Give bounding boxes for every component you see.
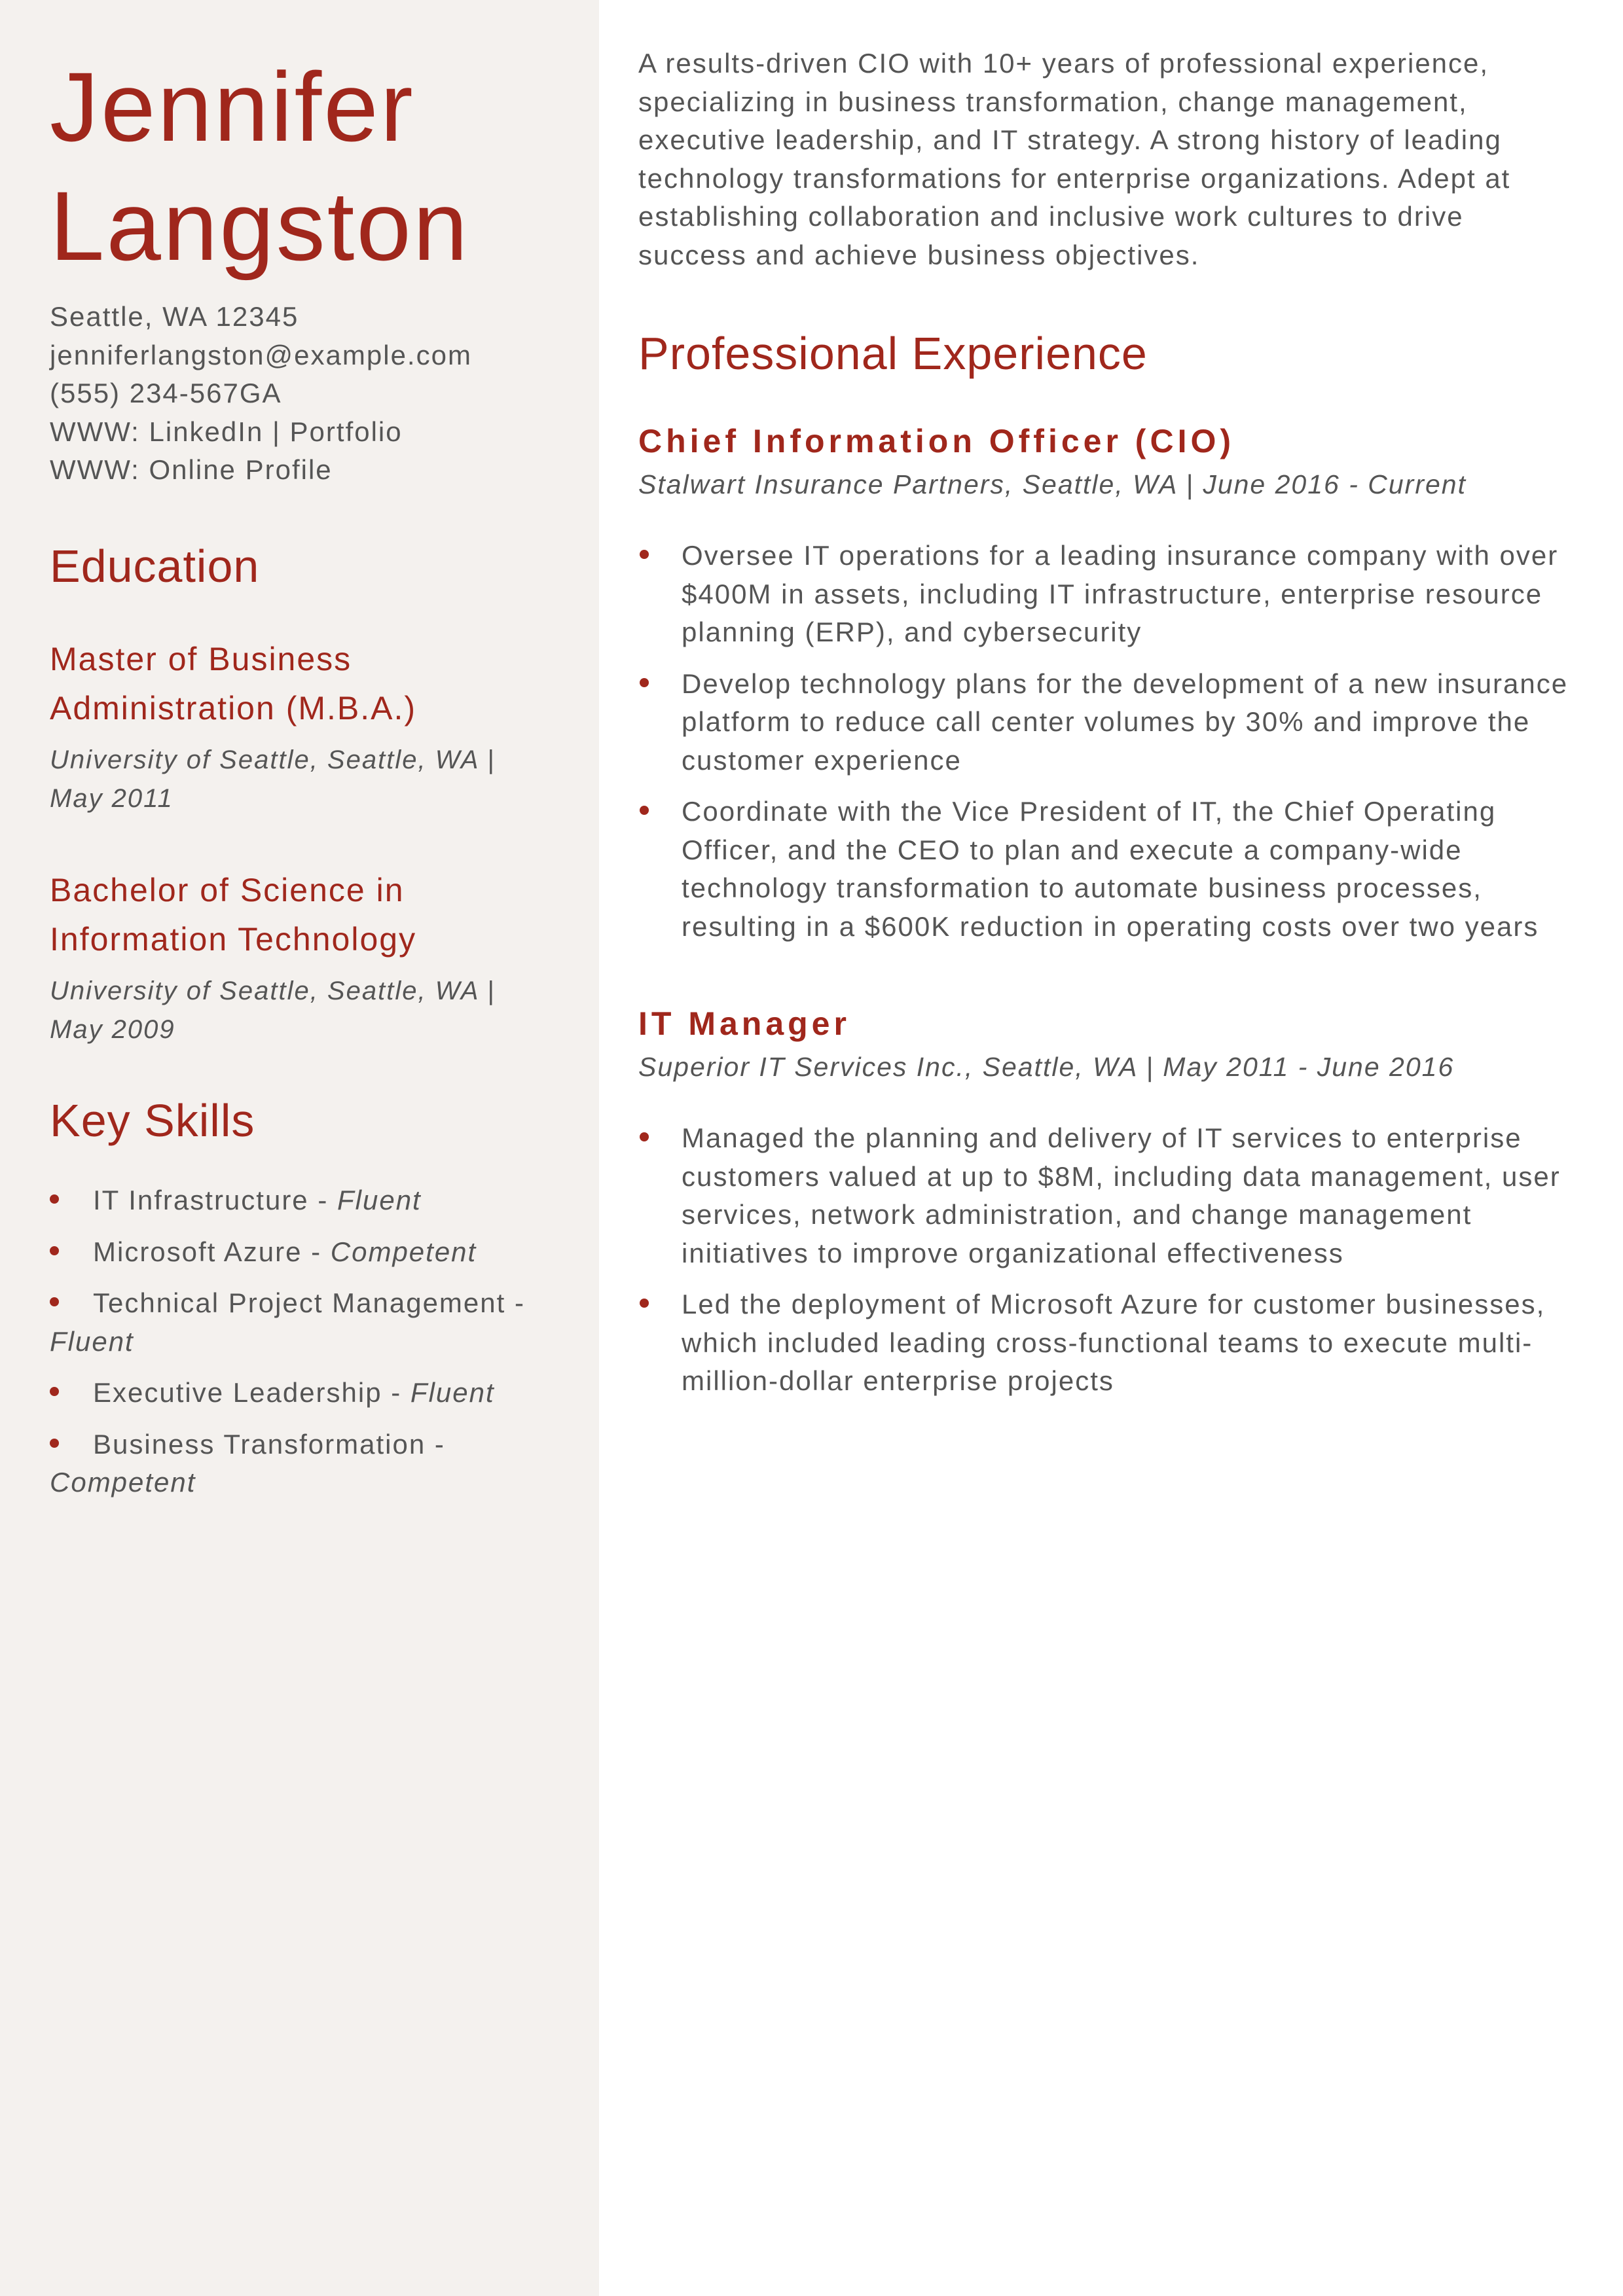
job-bullet-text: Develop technology plans for the development of a new insurance platform to reduce call center volumes by 30% and improve the customer experience: [682, 668, 1569, 776]
skill-level: Fluent: [410, 1377, 495, 1408]
skill-name: Microsoft Azure -: [93, 1236, 322, 1267]
job-bullet: [638, 1119, 1581, 1272]
education-meta: University of Seattle, Seattle, WA | May 2011: [50, 745, 496, 813]
skill-name: Technical Project Management -: [93, 1287, 525, 1318]
skill-item: [50, 1374, 560, 1412]
skill-item: [50, 1426, 560, 1502]
skill-level: Fluent: [50, 1325, 134, 1357]
bullet-dot-icon: [50, 1439, 59, 1448]
skill-item: [50, 1284, 560, 1361]
skill-name: IT Infrastructure -: [93, 1185, 329, 1215]
bullet-dot-icon: [50, 1387, 59, 1396]
bullet-dot-icon: [50, 1246, 59, 1255]
skill-name: Executive Leadership -: [93, 1377, 402, 1408]
contact-phone: (555) 234-567GA: [50, 378, 282, 408]
job-bullet: [638, 537, 1581, 652]
job-title: IT Manager: [638, 1005, 850, 1042]
job-bullet: [638, 1285, 1581, 1401]
bullet-dot-icon: [640, 550, 649, 559]
job-bullet: [638, 665, 1581, 780]
job-bullet: [638, 793, 1581, 946]
first-name: Jennifer: [50, 52, 415, 162]
contact-block: [50, 298, 472, 490]
job-meta: Stalwart Insurance Partners, Seattle, WA | June 2016 - Current: [638, 469, 1467, 499]
job-bullets: [638, 537, 1581, 959]
bullet-dot-icon: [640, 1132, 649, 1141]
bullet-dot-icon: [50, 1194, 59, 1204]
education-degree: Bachelor of Science in Information Technology: [50, 872, 417, 958]
contact-email[interactable]: jenniferlangston@example.com: [50, 339, 472, 370]
job-bullet-text: Oversee IT operations for a leading insurance company with over $400M in assets, including IT infrastructure, enterprise resource planning (ERP), and cybersecurity: [682, 540, 1559, 647]
bullet-dot-icon: [640, 1299, 649, 1308]
job-bullet-text: Managed the planning and delivery of IT services to enterprise customers valued at up to $8M, including data management, user services, network administration, and change management initiatives to improve organizational effectiveness: [682, 1122, 1561, 1268]
job-bullets: [638, 1119, 1581, 1414]
education-heading: Education: [50, 541, 260, 592]
professional-summary: A results-driven CIO with 10+ years of professional experience, specializing in business transformation, change management, executive leadership, and IT strategy. A strong history of leading technology transformations for enterprise organizations. Adept at establishing collaboration and inclusive work cultures to drive success and achieve business objectives.: [638, 48, 1511, 270]
contact-web-links[interactable]: WWW: LinkedIn | Portfolio: [50, 416, 403, 447]
skill-level: Competent: [50, 1467, 196, 1498]
contact-online-profile[interactable]: WWW: Online Profile: [50, 454, 333, 485]
job-meta: Superior IT Services Inc., Seattle, WA | May 2011 - June 2016: [638, 1052, 1455, 1082]
bullet-dot-icon: [640, 806, 649, 815]
candidate-name: [50, 47, 469, 285]
last-name: Langston: [50, 171, 470, 281]
education-degree: Master of Business Administration (M.B.A.): [50, 641, 417, 726]
bullet-dot-icon: [50, 1297, 59, 1306]
skill-name: Business Transformation -: [93, 1428, 445, 1460]
sidebar: [0, 0, 599, 2296]
experience-heading: Professional Experience: [638, 328, 1148, 379]
skill-item: [50, 1233, 560, 1272]
contact-location: Seattle, WA 12345: [50, 301, 299, 332]
job-bullet-text: Coordinate with the Vice President of IT, the Chief Operating Officer, and the CEO to plan and execute a company-wide technology transformation to automate business processes, resulting in a $600K reduction in operating costs over two years: [682, 796, 1539, 942]
skills-list: [50, 1181, 560, 1515]
skill-level: Competent: [330, 1236, 477, 1267]
skill-level: Fluent: [337, 1185, 422, 1215]
bullet-dot-icon: [640, 678, 649, 687]
skills-heading: Key Skills: [50, 1095, 255, 1146]
job-bullet-text: Led the deployment of Microsoft Azure for customer businesses, which included leading cross-functional teams to execute multi-million-dollar enterprise projects: [682, 1289, 1546, 1396]
skill-item: [50, 1181, 560, 1220]
job-title: Chief Information Officer (CIO): [638, 423, 1235, 459]
education-meta: University of Seattle, Seattle, WA | May 2009: [50, 977, 496, 1044]
